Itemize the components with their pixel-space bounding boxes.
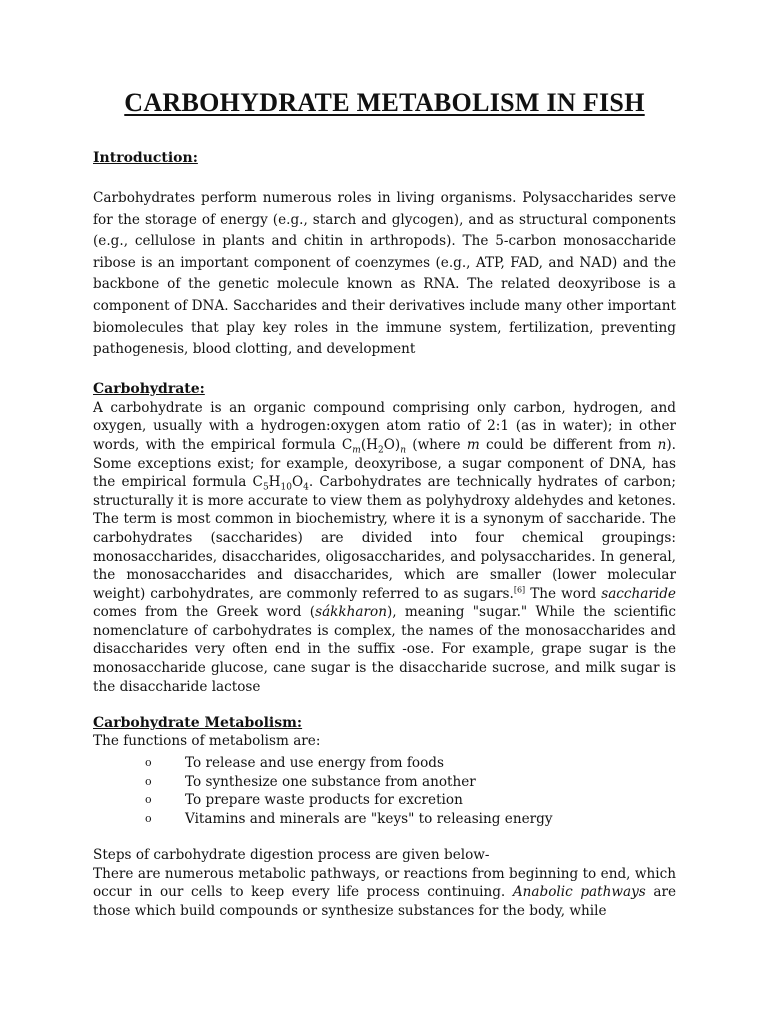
bullet-icon: o [145, 793, 152, 807]
introduction-heading: Introduction: [93, 150, 198, 166]
list-item: o To synthesize one substance from another [145, 773, 476, 790]
metabolism-lead: The functions of metabolism are: [93, 733, 321, 750]
steps-line: Steps of carbohydrate digestion process are given below- [93, 847, 490, 864]
functions-list [93, 754, 676, 828]
list-item: o To prepare waste products for excretion [145, 792, 463, 809]
bullet-icon: o [145, 756, 152, 770]
introduction-paragraph: Carbohydrates perform numerous roles in living organisms. Polysaccharides serve for the storage of energy (e.g., starch and glycogen), and as structural components (e.g., cellulose in plants and chitin in arthropods). The 5-carbon monosaccharide ribose is an important component of coenzymes (e.g., ATP, FAD, and NAD) and the backbone of the genetic molecule known as RNA. The related deoxyribose is a component of DNA. Saccharides and their derivatives include many other important biomolecules that play key roles in the immune system, fertilization, preventing pathogenesis, blood clotting, and development [93, 190, 676, 358]
carbohydrate-heading: Carbohydrate: [93, 380, 205, 397]
citation-link[interactable]: [6] [513, 585, 526, 595]
metabolism-heading: Carbohydrate Metabolism: [93, 715, 303, 732]
bullet-icon: o [145, 774, 152, 788]
page-title: CARBOHYDRATE METABOLISM IN FISH [124, 88, 645, 117]
list-item: o Vitamins and minerals are "keys" to releasing energy [145, 810, 553, 827]
list-item: o To release and use energy from foods [145, 755, 444, 772]
bullet-icon: o [145, 811, 152, 825]
carbohydrate-paragraph: A carbohydrate is an organic compound comprising only carbon, hydrogen, and oxygen, usually with a hydrogen:oxygen atom ratio of 2:1 (as in water); in other words, with the empirical formula $C_m(H_2O)_n$ (where m could be different from n). Some exceptions exist; for example, deoxyribose, a sugar component of DNA, has the empirical formula $C_5H_{10}O_4$. Carbohydrates are technically hydrates of carbon; structurally it is more accurate to view them as polyhydroxy aldehydes and ketones. The term is most common in biochemistry, where it is a synonym of saccharide. The carbohydrates (saccharides) are divided into four chemical groupings: monosaccharides, disaccharides, oligosaccharides, and polysaccharides. In general, the monosaccharides and disaccharides, which are smaller (lower molecular weight) carbohydrates, are commonly referred to as sugars.[6] The word saccharide comes from the Greek word (sákkharon), meaning "sugar." While the scientific nomenclature of carbohydrates is complex, the names of the monosaccharides and disaccharides very often end in the suffix -ose. For example, grape sugar is the monosaccharide glucose, cane sugar is the disaccharide sucrose, and milk sugar is the disaccharide lactose [93, 399, 677, 695]
steps-paragraph: Steps of carbohydrate digestion process are given below- There are numerous metabolic pathways, or reactions from beginning to end, which occur in our cells to keep every life process continuing. Anabolic pathways are those which build compounds or synthesize substances for the body, while [93, 847, 676, 920]
